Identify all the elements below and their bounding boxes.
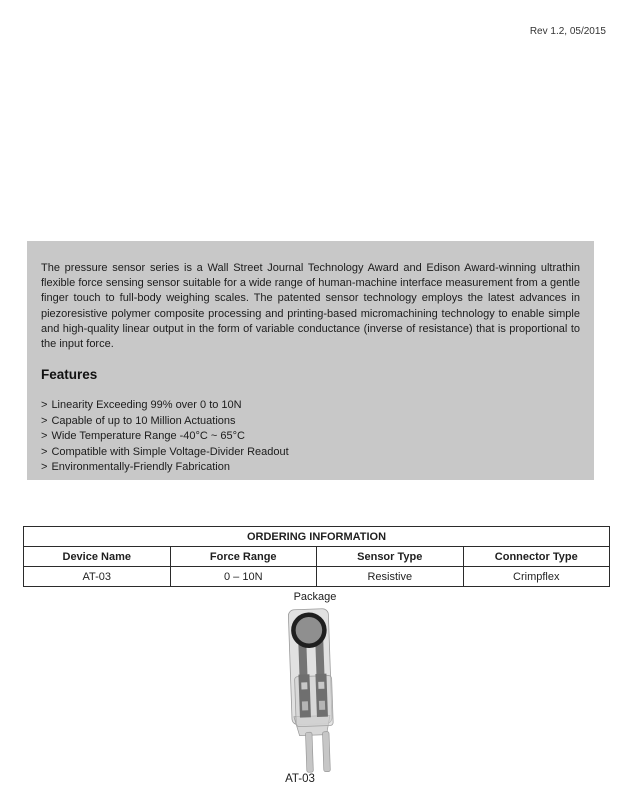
crimp-window-left-top [301, 682, 307, 689]
crimp-contact-right [315, 674, 327, 717]
crimp-window-right-bottom [319, 701, 325, 710]
feature-item [41, 460, 580, 476]
column-header-device-name: Device Name [24, 547, 171, 567]
feature-item [41, 414, 580, 430]
feature-bullet: > [41, 430, 48, 443]
feature-text: Compatible with Simple Voltage-Divider Readout [51, 445, 289, 458]
feature-bullet: > [41, 461, 48, 474]
crimp-window-right-top [318, 682, 324, 689]
feature-text: Capable of up to 10 Million Actuations [51, 414, 236, 427]
feature-bullet: > [41, 399, 48, 412]
sensor-package-image [281, 604, 351, 776]
features-list [41, 398, 580, 476]
table-title-row [24, 527, 610, 547]
cell-force-range: 0 – 10N [170, 567, 317, 587]
column-header-sensor-type: Sensor Type [317, 547, 464, 567]
column-header-connector-type: Connector Type [463, 547, 610, 567]
crimp-contact-left [298, 674, 310, 717]
sensor-lead-left [305, 732, 313, 772]
feature-item [41, 429, 580, 445]
table-row [24, 567, 610, 587]
overview-features-box [27, 241, 594, 480]
feature-bullet: > [41, 445, 48, 458]
feature-text: Linearity Exceeding 99% over 0 to 10N [51, 399, 242, 412]
cell-device-name: AT-03 [24, 567, 171, 587]
table-title: ORDERING INFORMATION [24, 527, 610, 547]
sensor-disc [293, 614, 325, 646]
package-label: Package [293, 591, 337, 603]
feature-text: Environmentally-Friendly Fabrication [51, 461, 230, 474]
features-heading: Features [41, 367, 98, 383]
revision-text: Rev 1.2, 05/2015 [529, 26, 606, 37]
feature-bullet: > [41, 414, 48, 427]
overview-paragraph: The pressure sensor series is a Wall Street Journal Technology Award and Edison Award-winning ultrathin flexible force sensing sensor suitable for a wide range of human-machine interface measurement from a gentle finger touch to full-body weighing scales. The patented sensor technology employs the latest advances in piezoresistive polymer composite processing and printing-based micromachining technology to enable simple and high-quality linear output in the form of variable conductance (inverse of resistance) that is proportional to the input force. [41, 262, 580, 351]
column-header-force-range: Force Range [170, 547, 317, 567]
feature-item [41, 398, 580, 414]
crimp-window-left-bottom [302, 701, 308, 710]
table-header-row [24, 547, 610, 567]
feature-text: Wide Temperature Range -40°C ~ 65°C [51, 430, 245, 443]
feature-item [41, 445, 580, 461]
ordering-information-table [23, 526, 610, 587]
package-caption: AT-03 [285, 773, 315, 785]
sensor-lead-right [322, 732, 330, 772]
cell-connector-type: Crimpflex [463, 567, 610, 587]
cell-sensor-type: Resistive [317, 567, 464, 587]
